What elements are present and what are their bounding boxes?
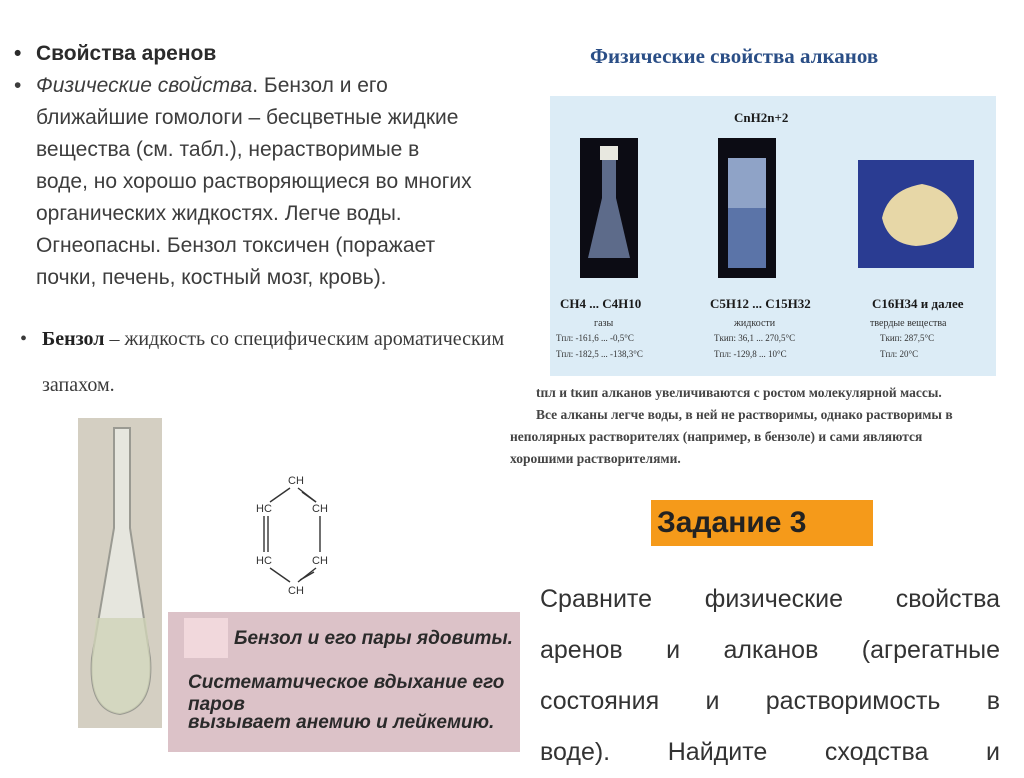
benzol-toxicity-warning [168, 612, 520, 752]
alkanes-notes: tпл и tкип алканов увеличиваются с ростом молекулярной массы. Все алканы легче воды, в ней не растворимы, однако растворимы в неполярных растворителях (например, в бензоле) и сами являются хорошими растворителями. [510, 385, 953, 466]
alkanes-general-formula: CnH2n+2 [734, 110, 789, 125]
solids-melting: Tпл: 20°C [880, 349, 919, 359]
alkanes-physical-properties-panel [550, 96, 996, 376]
liquid-beaker-photo [718, 138, 776, 278]
gases-formula: CH4 ... C4H10 [560, 296, 642, 311]
bullet: • [20, 328, 28, 350]
benzene-label: CH [312, 503, 328, 515]
warning-line: Бензол и его пары ядовиты. [234, 628, 513, 649]
warning-decoration [184, 618, 228, 658]
gases-state: газы [594, 318, 614, 329]
arenes-title-line: • Свойства аренов [14, 38, 514, 70]
benzene-flask-photo [78, 418, 162, 728]
liquids-state: жидкости [734, 318, 776, 329]
benzene-label: CH [288, 475, 304, 487]
benzene-label: CH [288, 585, 304, 597]
benzene-label: HC [256, 555, 272, 567]
solids-boiling: Tкип: 287,5°C [880, 333, 935, 343]
gases-melting: Tпл: -182,5 ... -138,3°C [556, 349, 643, 359]
benzene-label: HC [256, 503, 272, 515]
solids-state: твердые вещества [870, 318, 947, 329]
alkanes-title: Физические свойства алканов [590, 44, 879, 68]
arenes-physical-line: • Физические свойства. Бензол и его [14, 70, 514, 102]
warning-line: вызывает анемию и лейкемию. [188, 712, 495, 733]
liquids-boiling: Tкип: 36,1 ... 270,5°C [714, 333, 796, 343]
solids-formula: C16H34 и далее [872, 296, 964, 311]
bullet: • [14, 42, 22, 65]
gases-boiling: Tпл: -161,6 ... -0,5°C [556, 333, 634, 343]
benzene-structural-formula [240, 470, 340, 600]
arenes-properties-text: • Свойства аренов • Физические свойства. Бензол и его ближайшие гомологи – бесцветные жидкие вещества (см. табл.), нерастворимые в воде, но хорошо растворяющиеся во многих органических жидкостях. Легче воды. Огнеопасны. Бензол токсичен (поражает почки, печень, костный мозг, кровь). [14, 38, 514, 294]
benzene-label: CH [312, 555, 328, 567]
solid-paraffin-photo [858, 160, 974, 268]
benzol-description: • Бензол – жидкость со специфическим ароматическим запахом. [20, 316, 520, 408]
gas-flask-photo [580, 138, 638, 278]
liquids-melting: Tпл: -129,8 ... 10°C [714, 349, 787, 359]
task-text: Сравните физические свойства аренов и алканов (агрегатные состояния и растворимость в воде). Найдите сходства и [540, 585, 1000, 766]
task-label: Задание 3 [651, 500, 873, 546]
bullet: • [14, 74, 22, 97]
warning-line: Систематическое вдыхание его паров [188, 672, 505, 715]
liquids-formula: C5H12 ... C15H32 [710, 296, 811, 311]
